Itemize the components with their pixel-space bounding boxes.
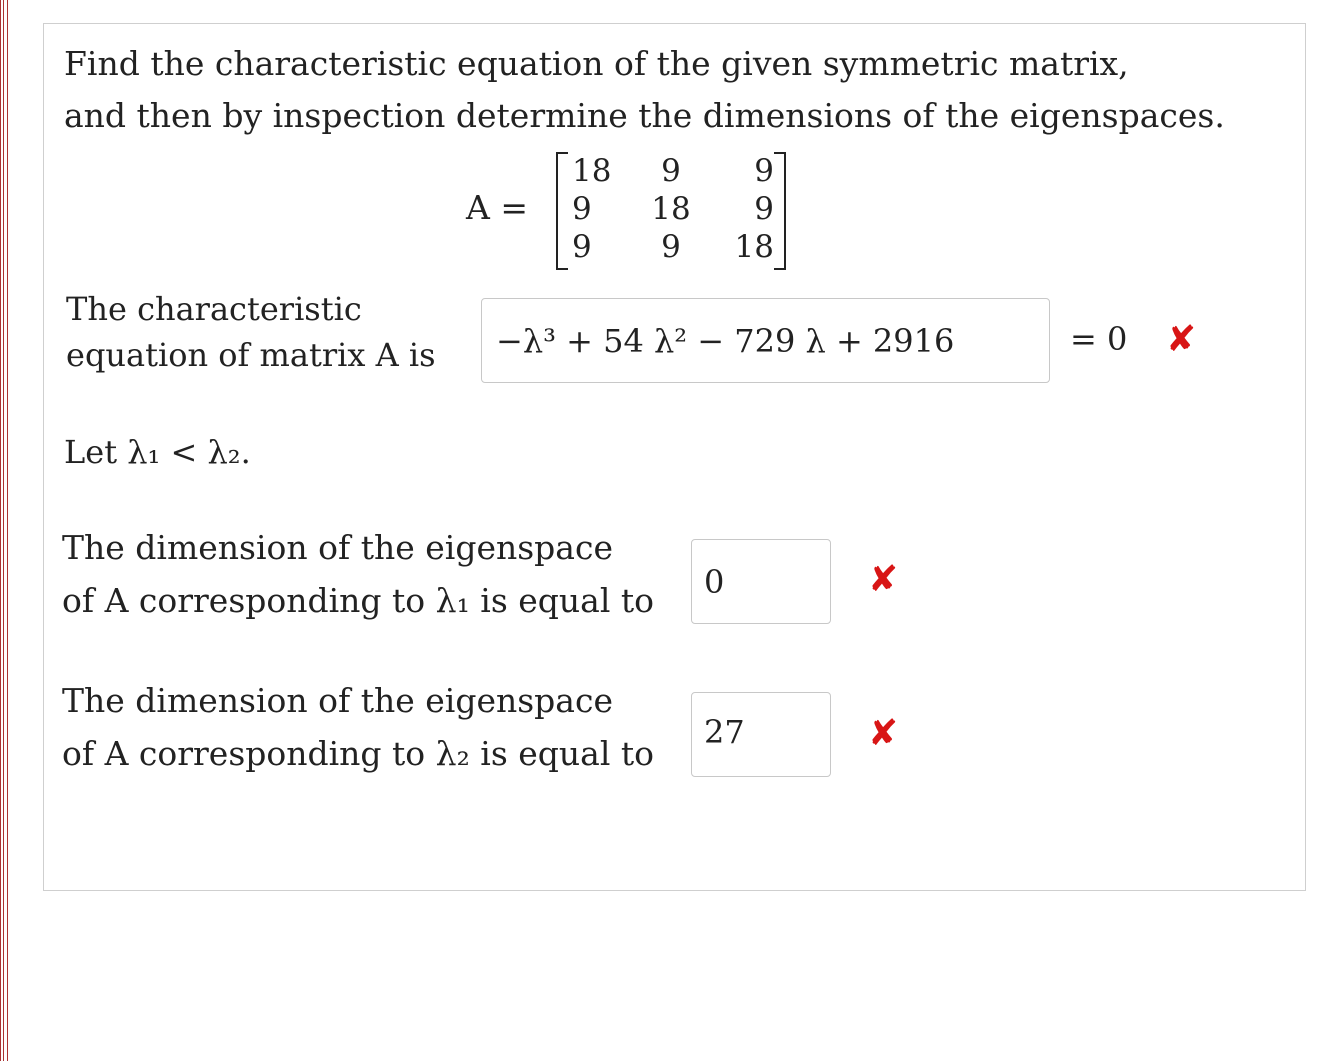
matrix-cell: 9: [572, 191, 592, 227]
matrix: [556, 152, 786, 268]
question-panel: [43, 23, 1306, 891]
characteristic-equation-value: −λ³ + 54 λ² − 729 λ + 2916: [496, 321, 955, 360]
matrix-cell: 9: [572, 229, 592, 265]
matrix-cell: 9: [661, 153, 681, 189]
cross-icon: ✘: [868, 713, 899, 754]
dimension2-label: [62, 674, 654, 780]
characteristic-equation-input[interactable]: [481, 298, 1050, 383]
matrix-cell: 18: [651, 191, 691, 227]
matrix-cell: 18: [734, 229, 774, 265]
dimension2-input[interactable]: [691, 692, 831, 777]
dimension1-label: [62, 521, 654, 627]
characteristic-label-line-2: equation of matrix A is: [66, 336, 436, 374]
cross-icon: ✘: [868, 559, 899, 600]
left-margin-rule: [0, 0, 8, 1061]
problem-line-1: Find the characteristic equation of the given symmetric matrix,: [64, 44, 1129, 83]
matrix-grid: [566, 152, 776, 266]
characteristic-label: [66, 286, 436, 378]
problem-statement: [64, 38, 1284, 142]
dimension2-label-line-2: of A corresponding to λ₂ is equal to: [62, 734, 655, 773]
matrix-label: A =: [466, 188, 528, 227]
problem-line-2: and then by inspection determine the dimensions of the eigenspaces.: [64, 96, 1225, 135]
matrix-right-bracket: [774, 152, 786, 270]
dimension1-label-line-1: The dimension of the eigenspace: [62, 528, 613, 567]
dimension2-label-line-1: The dimension of the eigenspace: [62, 681, 613, 720]
eigenvalue-ordering: Let λ₁ < λ₂.: [64, 433, 251, 471]
characteristic-label-line-1: The characteristic: [66, 290, 362, 328]
dimension1-label-line-2: of A corresponding to λ₁ is equal to: [62, 581, 655, 620]
dimension1-value: 0: [704, 562, 725, 601]
dimension2-value: 27: [704, 713, 745, 751]
matrix-cell: 9: [754, 153, 774, 189]
equals-zero: = 0: [1070, 320, 1128, 358]
cross-icon: ✘: [1166, 319, 1197, 360]
dimension1-input[interactable]: [691, 539, 831, 624]
matrix-cell: 18: [572, 153, 612, 189]
matrix-cell: 9: [754, 191, 774, 227]
matrix-cell: 9: [661, 229, 681, 265]
